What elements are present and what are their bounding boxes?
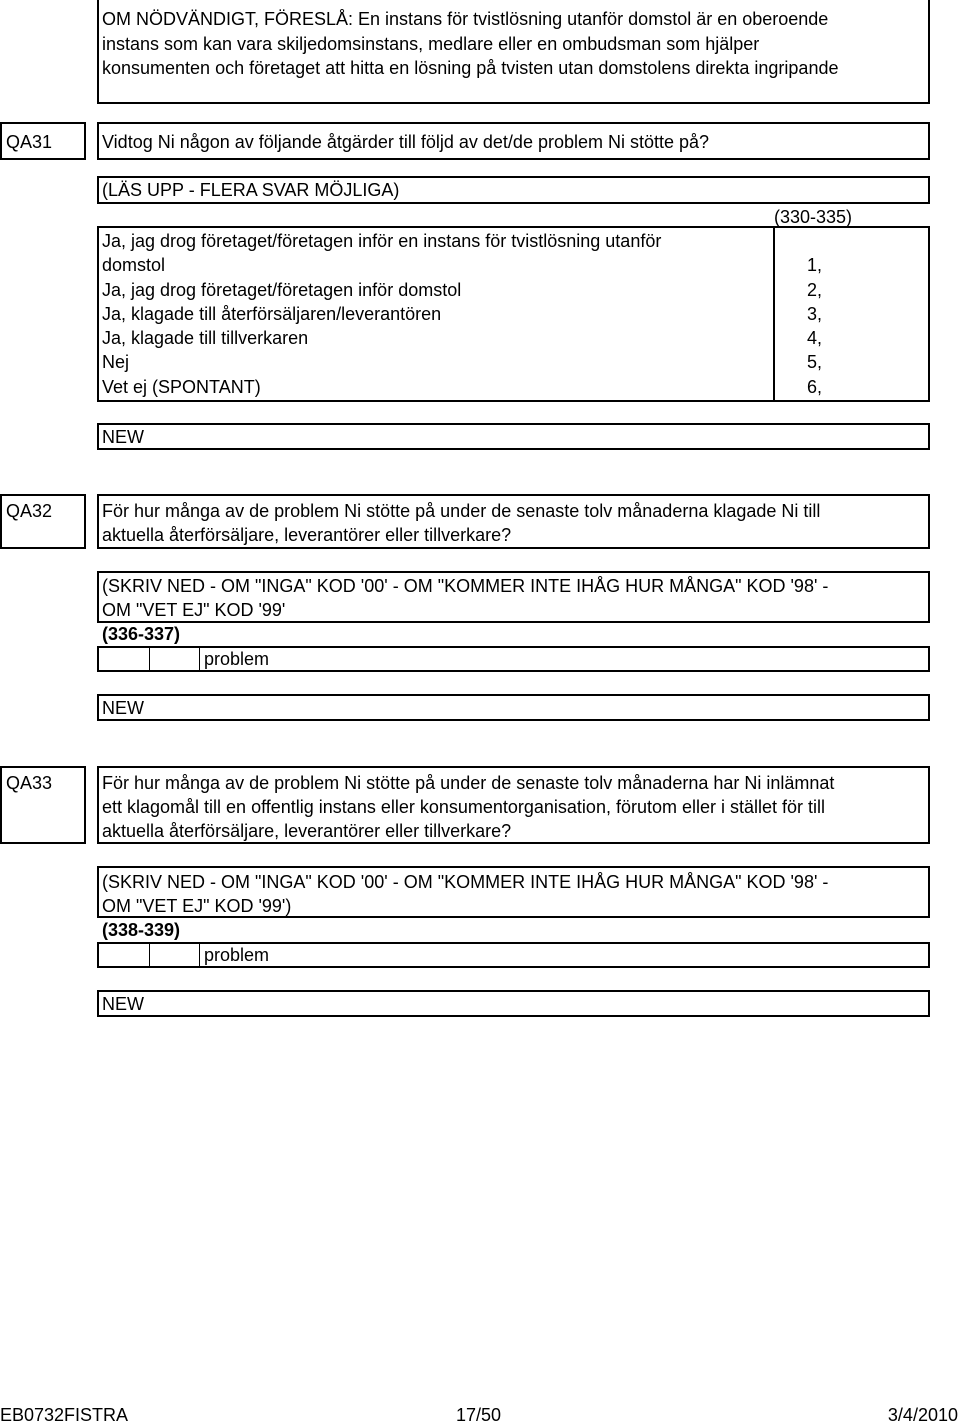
qa32-range: (336-337) [102, 624, 181, 644]
qa31-option-5-code: 5, [806, 352, 822, 372]
qa32-new-box [97, 694, 930, 721]
qa33-new-box [97, 990, 930, 1017]
qa31-new-label: NEW [102, 427, 144, 447]
qa31-option-3-code: 3, [806, 304, 822, 324]
footer-page-number: 17/50 [456, 1405, 502, 1425]
qa31-options-code-rule [773, 226, 930, 228]
qa31-option-6-code: 6, [806, 377, 822, 397]
qa32-instruction-line-2: OM "VET EJ" KOD '99' [102, 600, 286, 620]
qa33-digit-cell-2[interactable] [149, 942, 200, 968]
qa31-option-2: Ja, jag drog företaget/företagen inför domstol [102, 280, 462, 300]
qa32-unit: problem [204, 649, 270, 669]
qa32-code: QA32 [6, 501, 53, 521]
qa33-range: (338-339) [102, 920, 181, 940]
qa31-options-top-rule [97, 226, 774, 228]
qa31-instruction: (LÄS UPP - FLERA SVAR MÖJLIGA) [102, 180, 400, 200]
qa33-unit: problem [204, 945, 270, 965]
qa33-question-line-2: ett klagomål till en offentlig instans eller konsumentorganisation, förutom eller i stället för till [102, 797, 826, 817]
qa31-question: Vidtog Ni någon av följande åtgärder till följd av det/de problem Ni stötte på? [102, 132, 710, 152]
qa31-option-1-code: 1, [806, 255, 822, 275]
qa31-code: QA31 [6, 132, 53, 152]
qa33-code: QA33 [6, 773, 53, 793]
qa33-instruction-line-1: (SKRIV NED - OM "INGA" KOD '00' - OM "KOMMER INTE IHÅG HUR MÅNGA" KOD '98' - [102, 872, 829, 892]
intro-line-1: OM NÖDVÄNDIGT, FÖRESLÅ: En instans för tvistlösning utanför domstol är en oberoende [102, 9, 829, 29]
qa32-digit-cell-2[interactable] [149, 646, 200, 672]
footer-doc-id: EB0732FISTRA [0, 1405, 129, 1425]
qa31-option-1-line-1: Ja, jag drog företaget/företagen inför en instans för tvistlösning utanför [102, 231, 662, 251]
qa32-new-label: NEW [102, 698, 144, 718]
qa33-question-line-1: För hur många av de problem Ni stötte på under de senaste tolv månaderna har Ni inlämnat [102, 773, 835, 793]
qa31-option-3: Ja, klagade till återförsäljaren/leverantören [102, 304, 442, 324]
qa31-option-1-line-2: domstol [102, 255, 166, 275]
qa31-range: (330-335) [774, 207, 853, 227]
footer-date: 3/4/2010 [887, 1405, 958, 1425]
intro-line-3: konsumenten och företaget att hitta en lösning på tvisten utan domstolens direkta ingripande [102, 58, 839, 78]
qa33-instruction-line-2: OM "VET EJ" KOD '99') [102, 896, 292, 916]
qa33-new-label: NEW [102, 994, 144, 1014]
qa32-question-line-2: aktuella återförsäljare, leverantörer eller tillverkare? [102, 525, 512, 545]
qa31-option-5: Nej [102, 352, 130, 372]
qa33-digit-cell-1[interactable] [97, 942, 150, 968]
qa31-option-2-code: 2, [806, 280, 822, 300]
qa31-option-4-code: 4, [806, 328, 822, 348]
qa31-option-6: Vet ej (SPONTANT) [102, 377, 261, 397]
qa32-instruction-line-1: (SKRIV NED - OM "INGA" KOD '00' - OM "KOMMER INTE IHÅG HUR MÅNGA" KOD '98' - [102, 576, 829, 596]
intro-line-2: instans som kan vara skiljedomsinstans, medlare eller en ombudsman som hjälper [102, 34, 760, 54]
qa31-new-box [97, 423, 930, 450]
qa31-option-4: Ja, klagade till tillverkaren [102, 328, 309, 348]
qa32-digit-cell-1[interactable] [97, 646, 150, 672]
qa32-question-line-1: För hur många av de problem Ni stötte på under de senaste tolv månaderna klagade Ni till [102, 501, 821, 521]
qa33-question-line-3: aktuella återförsäljare, leverantörer eller tillverkare? [102, 821, 512, 841]
